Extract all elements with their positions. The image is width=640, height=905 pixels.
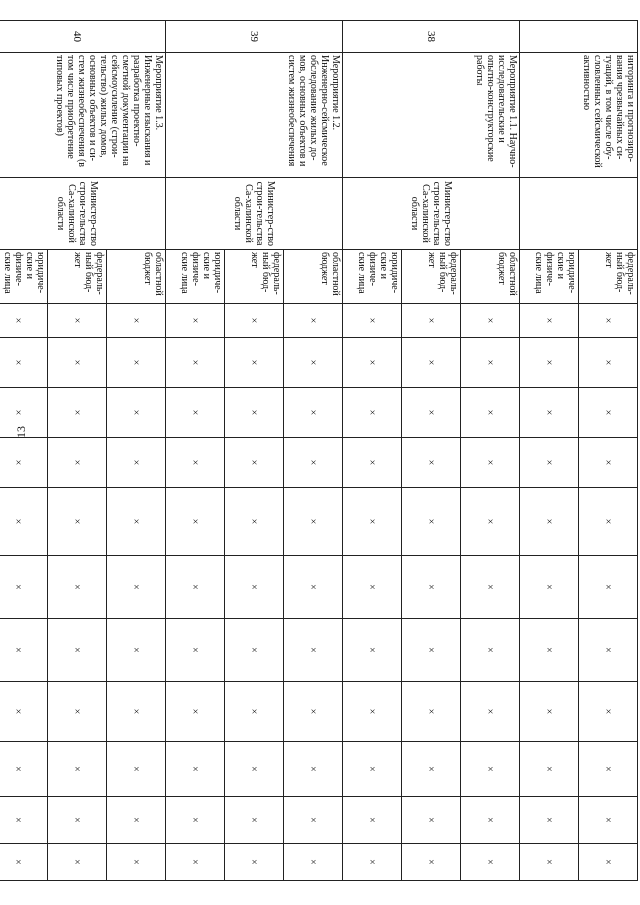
value-cell: × bbox=[284, 488, 343, 556]
value-cell: × bbox=[461, 797, 520, 844]
value-cell: × bbox=[284, 797, 343, 844]
activity-name: Мероприятие 1.2. Инженерно-сейсмическое обследование жилых до-мов, основных объектов и систем жизнеобеспечения bbox=[166, 53, 343, 178]
value-cell: × bbox=[0, 619, 48, 682]
value-cell: × bbox=[166, 742, 225, 797]
funding-source: областной бюджет bbox=[107, 250, 166, 304]
value-cell: × bbox=[402, 844, 461, 881]
funding-source: юридиче-ские и физиче-ские лица bbox=[343, 250, 402, 304]
value-cell: × bbox=[461, 488, 520, 556]
table-row bbox=[579, 21, 638, 881]
kbk-cell: × bbox=[520, 304, 579, 338]
kbk-cell: × bbox=[107, 304, 166, 338]
funding-source: федераль-ный бюд-жет bbox=[225, 250, 284, 304]
value-cell: × bbox=[343, 338, 402, 388]
value-cell: × bbox=[343, 682, 402, 742]
value-cell: × bbox=[402, 797, 461, 844]
value-cell: × bbox=[579, 844, 638, 881]
funding-source: федераль-ный бюд-жет bbox=[579, 250, 638, 304]
page-number: 13 bbox=[14, 426, 28, 438]
value-cell: × bbox=[166, 338, 225, 388]
value-cell: × bbox=[225, 488, 284, 556]
activity-name: Мероприятие 1.3. Инженерные изыскания и разработка проектно-сметной документации на сейсмоусиление (строи-тельство) жилых домов, основных объектов и си-стем жизнеобеспечения (в том числе приобретение типовых проектов) bbox=[0, 53, 166, 178]
value-cell: × bbox=[461, 844, 520, 881]
value-cell: × bbox=[461, 682, 520, 742]
value-cell: × bbox=[520, 338, 579, 388]
value-cell: × bbox=[107, 488, 166, 556]
value-cell: × bbox=[107, 797, 166, 844]
table-row bbox=[284, 21, 343, 881]
value-cell: × bbox=[0, 338, 48, 388]
value-cell: × bbox=[166, 438, 225, 488]
value-cell: × bbox=[107, 742, 166, 797]
value-cell: × bbox=[461, 338, 520, 388]
kbk-cell: × bbox=[402, 304, 461, 338]
value-cell: × bbox=[225, 844, 284, 881]
value-cell: × bbox=[0, 388, 48, 438]
value-cell: × bbox=[579, 682, 638, 742]
value-cell: × bbox=[284, 682, 343, 742]
value-cell: × bbox=[0, 682, 48, 742]
value-cell: × bbox=[402, 438, 461, 488]
row-number: 40 bbox=[0, 21, 166, 53]
kbk-cell: × bbox=[166, 304, 225, 338]
value-cell: × bbox=[225, 619, 284, 682]
value-cell: × bbox=[166, 797, 225, 844]
executor: Министер-ство строи-тельства Са-халинской области bbox=[0, 178, 166, 250]
value-cell: × bbox=[284, 556, 343, 619]
value-cell: × bbox=[461, 742, 520, 797]
table-row bbox=[107, 21, 166, 881]
row-number: 39 bbox=[166, 21, 343, 53]
value-cell: × bbox=[284, 438, 343, 488]
value-cell: × bbox=[402, 742, 461, 797]
value-cell: × bbox=[225, 388, 284, 438]
value-cell: × bbox=[0, 438, 48, 488]
executor: Министер-ство строи-тельства Са-халинской области bbox=[166, 178, 343, 250]
value-cell: × bbox=[0, 742, 48, 797]
row-number bbox=[520, 21, 638, 53]
value-cell: × bbox=[107, 619, 166, 682]
value-cell: × bbox=[0, 488, 48, 556]
kbk-cell: × bbox=[284, 304, 343, 338]
executor bbox=[520, 178, 638, 250]
value-cell: × bbox=[107, 844, 166, 881]
value-cell: × bbox=[402, 388, 461, 438]
value-cell: × bbox=[225, 338, 284, 388]
value-cell: × bbox=[48, 338, 107, 388]
value-cell: × bbox=[343, 438, 402, 488]
value-cell: × bbox=[461, 619, 520, 682]
value-cell: × bbox=[520, 619, 579, 682]
value-cell: × bbox=[402, 556, 461, 619]
value-cell: × bbox=[343, 742, 402, 797]
value-cell: × bbox=[166, 844, 225, 881]
value-cell: × bbox=[520, 556, 579, 619]
value-cell: × bbox=[402, 488, 461, 556]
value-cell: × bbox=[107, 388, 166, 438]
value-cell: × bbox=[284, 844, 343, 881]
funding-source: федераль-ный бюд-жет bbox=[402, 250, 461, 304]
value-cell: × bbox=[48, 682, 107, 742]
rotated-table-container bbox=[2, 20, 638, 880]
kbk-cell: × bbox=[225, 304, 284, 338]
value-cell: × bbox=[343, 844, 402, 881]
value-cell: × bbox=[343, 619, 402, 682]
kbk-cell: × bbox=[461, 304, 520, 338]
value-cell: × bbox=[343, 388, 402, 438]
value-cell: × bbox=[284, 742, 343, 797]
value-cell: × bbox=[520, 797, 579, 844]
value-cell: × bbox=[107, 556, 166, 619]
value-cell: × bbox=[166, 619, 225, 682]
value-cell: × bbox=[225, 682, 284, 742]
value-cell: × bbox=[166, 556, 225, 619]
value-cell: × bbox=[48, 797, 107, 844]
value-cell: × bbox=[166, 488, 225, 556]
activity-name: ниторинга и прогнозиро-вания чрезвычайных си-туаций, в том числе обу-словленных сейсмической активностью bbox=[520, 53, 638, 178]
row-number: 38 bbox=[343, 21, 520, 53]
value-cell: × bbox=[579, 338, 638, 388]
value-cell: × bbox=[579, 488, 638, 556]
value-cell: × bbox=[166, 682, 225, 742]
value-cell: × bbox=[402, 682, 461, 742]
value-cell: × bbox=[461, 438, 520, 488]
funding-source: областной бюджет bbox=[284, 250, 343, 304]
value-cell: × bbox=[461, 388, 520, 438]
funding-source: юридиче-ские и физиче-ские лица bbox=[0, 250, 48, 304]
funding-source: юридиче-ские и физиче-ские лица bbox=[520, 250, 579, 304]
kbk-cell: × bbox=[48, 304, 107, 338]
value-cell: × bbox=[0, 844, 48, 881]
value-cell: × bbox=[48, 556, 107, 619]
value-cell: × bbox=[284, 619, 343, 682]
value-cell: × bbox=[0, 797, 48, 844]
value-cell: × bbox=[461, 556, 520, 619]
value-cell: × bbox=[579, 388, 638, 438]
value-cell: × bbox=[579, 742, 638, 797]
value-cell: × bbox=[284, 388, 343, 438]
value-cell: × bbox=[402, 338, 461, 388]
value-cell: × bbox=[225, 556, 284, 619]
value-cell: × bbox=[0, 556, 48, 619]
table-row bbox=[461, 21, 520, 881]
value-cell: × bbox=[343, 797, 402, 844]
kbk-cell: × bbox=[0, 304, 48, 338]
funding-source: юридиче-ские и физиче-ские лица bbox=[166, 250, 225, 304]
value-cell: × bbox=[48, 388, 107, 438]
activity-name: Мероприятие 1.1. Научно-исследовательские и опытно-конструкторские работы bbox=[343, 53, 520, 178]
value-cell: × bbox=[520, 742, 579, 797]
value-cell: × bbox=[520, 388, 579, 438]
kbk-cell: × bbox=[343, 304, 402, 338]
funding-source: областной бюджет bbox=[461, 250, 520, 304]
value-cell: × bbox=[520, 488, 579, 556]
kbk-cell: × bbox=[579, 304, 638, 338]
value-cell: × bbox=[520, 844, 579, 881]
value-cell: × bbox=[107, 438, 166, 488]
value-cell: × bbox=[48, 488, 107, 556]
value-cell: × bbox=[520, 682, 579, 742]
funding-source: федераль-ный бюд-жет bbox=[48, 250, 107, 304]
value-cell: × bbox=[284, 338, 343, 388]
value-cell: × bbox=[225, 438, 284, 488]
value-cell: × bbox=[48, 742, 107, 797]
value-cell: × bbox=[402, 619, 461, 682]
program-financing-table bbox=[0, 20, 638, 881]
value-cell: × bbox=[225, 797, 284, 844]
value-cell: × bbox=[343, 556, 402, 619]
value-cell: × bbox=[579, 619, 638, 682]
value-cell: × bbox=[520, 438, 579, 488]
value-cell: × bbox=[579, 556, 638, 619]
value-cell: × bbox=[107, 682, 166, 742]
value-cell: × bbox=[343, 488, 402, 556]
value-cell: × bbox=[107, 338, 166, 388]
value-cell: × bbox=[48, 438, 107, 488]
value-cell: × bbox=[48, 619, 107, 682]
value-cell: × bbox=[166, 388, 225, 438]
value-cell: × bbox=[579, 438, 638, 488]
value-cell: × bbox=[579, 797, 638, 844]
value-cell: × bbox=[225, 742, 284, 797]
executor: Министер-ство строи-тельства Са-халинской области bbox=[343, 178, 520, 250]
value-cell: × bbox=[48, 844, 107, 881]
